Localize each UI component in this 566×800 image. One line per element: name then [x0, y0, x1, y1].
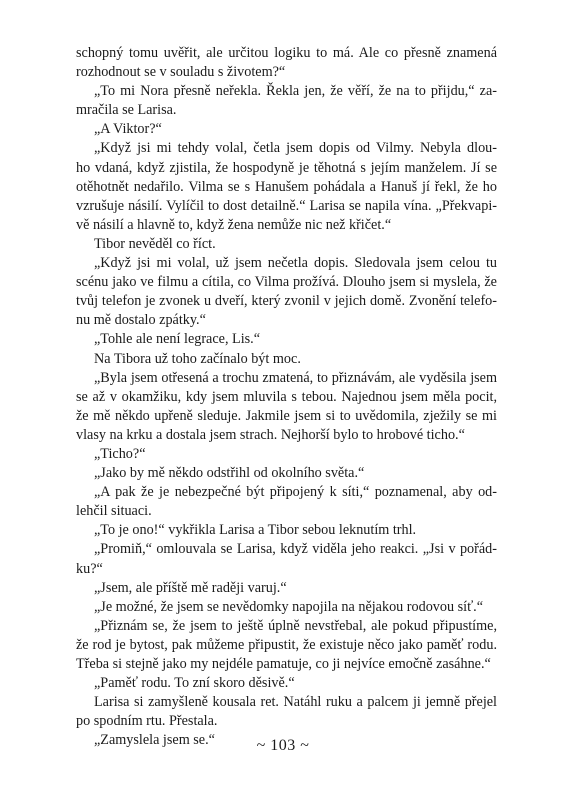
text-line: scénu jako ve filmu a cítila, co Vilma prožívá. Dlouho jsem si myslela, že [76, 274, 497, 291]
text-line: Tibor nevěděl co říct. [94, 235, 216, 252]
text-line: „A pak že je nebezpečné být připojený k síti,“ poznamenal, aby od- [94, 484, 497, 501]
text-line: „A Viktor?“ [94, 121, 162, 138]
text-line: otěhotnět nedařilo. Vilma se s Hanušem pohádala a Hanuš jí řekl, že ho [76, 178, 497, 195]
text-line: „Když jsi mi tehdy volal, četla jsem dopis od Vilmy. Nebyla dlou- [94, 140, 497, 157]
body-text [76, 44, 497, 750]
page-number: ~ 103 ~ [256, 737, 310, 754]
text-line: po spodním rtu. Přestala. [76, 713, 218, 730]
text-line: „To je ono!“ vykřikla Larisa a Tibor sebou leknutím trhl. [94, 522, 417, 539]
text-line: „Paměť rodu. To zní skoro děsivě.“ [94, 675, 295, 692]
text-line: „Když jsi mi volal, už jsem nečetla dopis. Sledovala jsem celou tu [94, 255, 497, 272]
text-line: „To mi Nora přesně neřekla. Řekla jen, že věří, že na to přijdu,“ za- [94, 83, 497, 100]
text-line: vlasy na krku a dostala jsem strach. Nejhorší bylo to hrobové ticho.“ [76, 426, 465, 443]
text-line: „Jsem, ale příště mě raději varuj.“ [94, 579, 287, 596]
text-line: mračila se Larisa. [76, 102, 177, 119]
text-line: Třeba si stejně jako my nejdéle pamatuje, co ji nejvíce emočně zasáhne.“ [76, 656, 491, 672]
text-line: „Přiznám se, že jsem to ještě úplně nevstřebal, ale pokud připustíme, [94, 617, 497, 634]
text-line: že rod je bytost, pak můžeme připustit, že existuje něco jako paměť rodu. [76, 636, 497, 653]
text-line: ho vdaná, když zjistila, že hospodyně je těhotná s jejím manželem. Jí se [76, 159, 497, 176]
text-line: „Tohle ale není legrace, Lis.“ [94, 331, 261, 348]
text-line: vě násilí a hlavně to, když žena nemůže nic než křičet.“ [76, 216, 392, 233]
text-line: „Zamyslela jsem se.“ [94, 732, 215, 749]
text-line: „Jako by mě někdo odstřihl od okolního světa.“ [94, 465, 365, 482]
text-line: se až v okamžiku, kdy jsem mluvila s tebou. Najednou jsem měla pocit, [76, 388, 497, 405]
text-line: že mě někdo upřeně sleduje. Jakmile jsem si to uvědomila, zježily se mi [76, 407, 497, 424]
text-line: Na Tibora už toho začínalo být moc. [94, 350, 301, 367]
text-line: Larisa si zamyšleně kousala ret. Natáhl ruku a palcem ji jemně přejel [94, 694, 497, 711]
text-line: „Byla jsem otřesená a trochu zmatená, to přiznávám, ale vyděsila jsem [94, 369, 497, 386]
text-line: „Je možné, že jsem se nevědomky napojila na nějakou rodovou síť.“ [94, 598, 484, 615]
text-line: rozhodnout se v souladu s životem?“ [76, 64, 286, 81]
text-line: „Promiň,“ omlouvala se Larisa, když viděla jeho reakci. „Jsi v pořád- [94, 541, 497, 558]
text-line: ku?“ [76, 560, 103, 577]
text-line: vzrušuje násilí. Vylíčil to dost detailně.“ Larisa se napila vína. „Překvapi- [76, 197, 497, 214]
text-line: nu mě dostalo zpátky.“ [76, 312, 206, 329]
text-line: lehčil situaci. [76, 503, 152, 520]
text-line: „Ticho?“ [94, 445, 146, 462]
text-line: tvůj telefon je zvonek u dveří, který zvonil v jejich domě. Zvonění telefo- [76, 293, 497, 310]
text-line: schopný tomu uvěřit, ale určitou logiku to má. Ale co přesně znamená [76, 45, 497, 61]
